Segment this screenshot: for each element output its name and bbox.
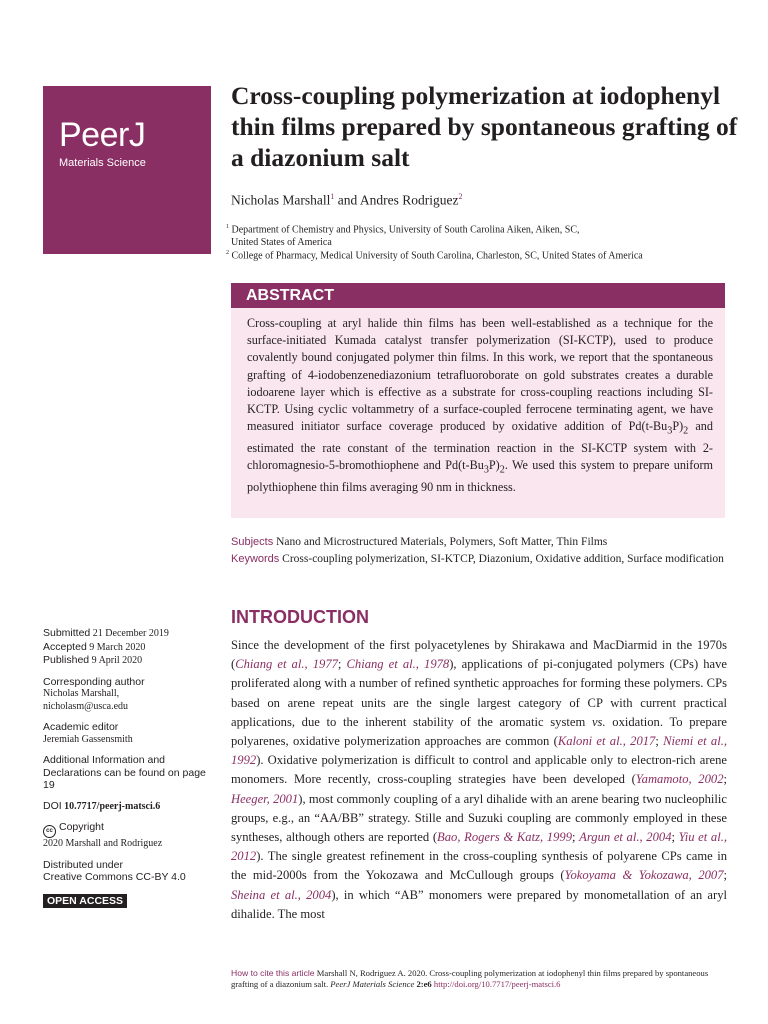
abstract-heading: ABSTRACT (231, 283, 725, 308)
cite-text: Marshall N, Rodriguez A. 2020. Cross-coupling polymerization at iodophenyl thin films prepared by spontaneous grafting of a diazonium salt. (231, 968, 709, 989)
cite-doi-link[interactable]: http://doi.org/10.7717/peerj-matsci.6 (433, 979, 561, 989)
affiliation (226, 247, 746, 262)
copyright-text: 2020 Marshall and Rodriguez (43, 838, 163, 849)
logo-journal: Materials Science (59, 157, 146, 169)
subjects (231, 534, 731, 550)
author-list (231, 192, 462, 209)
copyright-label: Copyright (59, 821, 104, 833)
published-label: Published (43, 654, 90, 666)
abstract-box (231, 283, 725, 518)
journal-logo (43, 86, 211, 254)
citation-link[interactable]: Yiu et al., 2012 (231, 830, 728, 864)
author-name: Andres Rodriguez (359, 192, 459, 208)
citation-link[interactable]: Chiang et al., 1978 (346, 657, 450, 672)
cite-volume: 2:e6 (416, 979, 432, 989)
license-text[interactable]: Creative Commons CC-BY 4.0 (43, 871, 186, 883)
corresponding-label: Corresponding author (43, 675, 145, 688)
creative-commons-icon: cc (43, 825, 56, 838)
published-date: 9 April 2020 (91, 655, 143, 666)
cite-journal: PeerJ Materials Science (330, 979, 415, 989)
keywords (231, 551, 731, 567)
open-access-badge: OPEN ACCESS (43, 894, 127, 909)
accepted-date: 9 March 2020 (89, 641, 146, 653)
affiliation-text: Department of Chemistry and Physics, University of South Carolina Aiken, Aiken, SC, (231, 224, 580, 236)
citation-link[interactable]: Sheina et al., 2004 (231, 887, 332, 902)
doi-value[interactable]: 10.7717/peerj-matsci.6 (64, 800, 161, 812)
affiliation-text-cont: United States of America (231, 237, 332, 249)
editor-label: Academic editor (43, 721, 119, 733)
citation-link[interactable]: Chiang et al., 1977 (235, 657, 338, 672)
abstract-body: Cross-coupling at aryl halide thin films has been well-established as a technique for the surface-initiated Kumada catalyst transfer polymerization (SI-KCTP), used to produce covalently bound conjugated polymer thin films. In this work, we report that the spontaneous grafting of 4-iodobenzenediazonium tetrafluoroborate on gold substrates creates a durable iodoarene layer which is effective as a substrate for cross-coupling reactions including SI-KCTP. Using cyclic voltammetry of a surface-coupled ferrocene terminating agent, we have measured initiator surface coverage produced by oxidative addition of $Pd(t-Bu_3P)_2$ and estimated the rate constant of the termination reaction in the SI-KCTP system with 2-chloromagnesio-5-bromothiophene and $Pd(t-Bu_3P)_2$. We used this system to prepare uniform polythiophene thin films averaging 90 nm in thickness. (247, 316, 714, 494)
citation-link[interactable]: Niemi et al., 1992 (231, 734, 727, 768)
license-label: Distributed under (43, 858, 123, 871)
article-info-sidebar (43, 627, 213, 908)
citation-link[interactable]: Kaloni et al., 2017 (557, 734, 656, 749)
citation-link[interactable]: Bao, Rogers & Katz, 1999 (437, 830, 572, 845)
keywords-label: Keywords (231, 553, 280, 565)
author-name: Nicholas Marshall (231, 192, 331, 208)
affiliation (226, 221, 746, 249)
section-heading: INTRODUCTION (231, 607, 369, 627)
corresponding-name: Nicholas Marshall, (43, 688, 120, 699)
additional-info: Additional Information and Declarations can be found on page 19 (43, 754, 206, 791)
author-affil-sup: 1 (330, 192, 335, 201)
affiliation-text: College of Pharmacy, Medical University of South Carolina, Charleston, SC, United States of America (231, 250, 643, 262)
author-affil-sup: 2 (458, 192, 463, 201)
subjects-text: Nano and Microstructured Materials, Polymers, Soft Matter, Thin Films (276, 536, 608, 548)
editor-name: Jeremiah Gassensmith (43, 733, 133, 745)
citation-link[interactable]: Argun et al., 2004 (579, 830, 672, 845)
doi-label: DOI (43, 799, 62, 812)
accepted-label: Accepted (43, 640, 87, 653)
article-title: Cross-coupling polymerization at iodophenyl thin films prepared by spontaneous grafting of a diazonium salt (231, 81, 738, 172)
how-to-cite (231, 968, 731, 990)
corresponding-email[interactable]: nicholasm@usca.edu (43, 700, 129, 712)
submitted-label: Submitted (43, 627, 91, 639)
citation-link[interactable]: Yamamoto, 2002 (635, 772, 724, 787)
submitted-date: 21 December 2019 (92, 628, 169, 639)
author-join: and (337, 192, 358, 208)
logo-brand: PeerJ (59, 116, 146, 154)
cite-label: How to cite this article (231, 968, 315, 978)
introduction-body: Since the development of the first polyacetylenes by Shirakawa and MacDiarmid in the 1970s (Chiang et al., 1977; Chiang et al., 1978), applications of pi-conjugated polymers (CPs) have proliferated along with a number of refined synthetic approaches for forming these polymers. CPs based on arene repeat units are the single largest category of CP with current practical applications, due to the inherent stability of the aromatic system vs. oxidation. To prepare polyarenes, oxidative polymerization approaches are common (Kaloni et al., 2017; Niemi et al., 1992). Oxidative polymerization is difficult to control and applicable only to electron-rich arene monomers. More recently, cross-coupling strategies have been developed (Yamamoto, 2002; Heeger, 2001), most commonly coupling of a aryl dihalide with an arene bearing two nucleophilic groups, e.g., an “AA/BB” strategy. Stille and Suzuki coupling are commonly employed in these syntheses, although others are reported (Bao, Rogers & Katz, 1999; Argun et al., 2004; Yiu et al., 2012). The single greatest refinement in the cross-coupling synthesis of polyarene CPs came in the mid-2000s from the Yokozawa and McCullough groups (Yokoyama & Yokozawa, 2007; Sheina et al., 2004), in which “AB” monomers were prepared by monometallation of an aryl dihalide. The most (231, 638, 728, 921)
keywords-text: Cross-coupling polymerization, SI-KTCP, Diazonium, Oxidative addition, Surface modification (282, 553, 724, 565)
citation-link[interactable]: Yokoyama & Yokozawa, 2007 (564, 868, 724, 883)
citation-link[interactable]: Heeger, 2001 (231, 791, 299, 806)
subjects-label: Subjects (231, 536, 274, 548)
affiliation-sup: 2 (226, 250, 229, 256)
affiliation-sup: 1 (226, 224, 229, 230)
